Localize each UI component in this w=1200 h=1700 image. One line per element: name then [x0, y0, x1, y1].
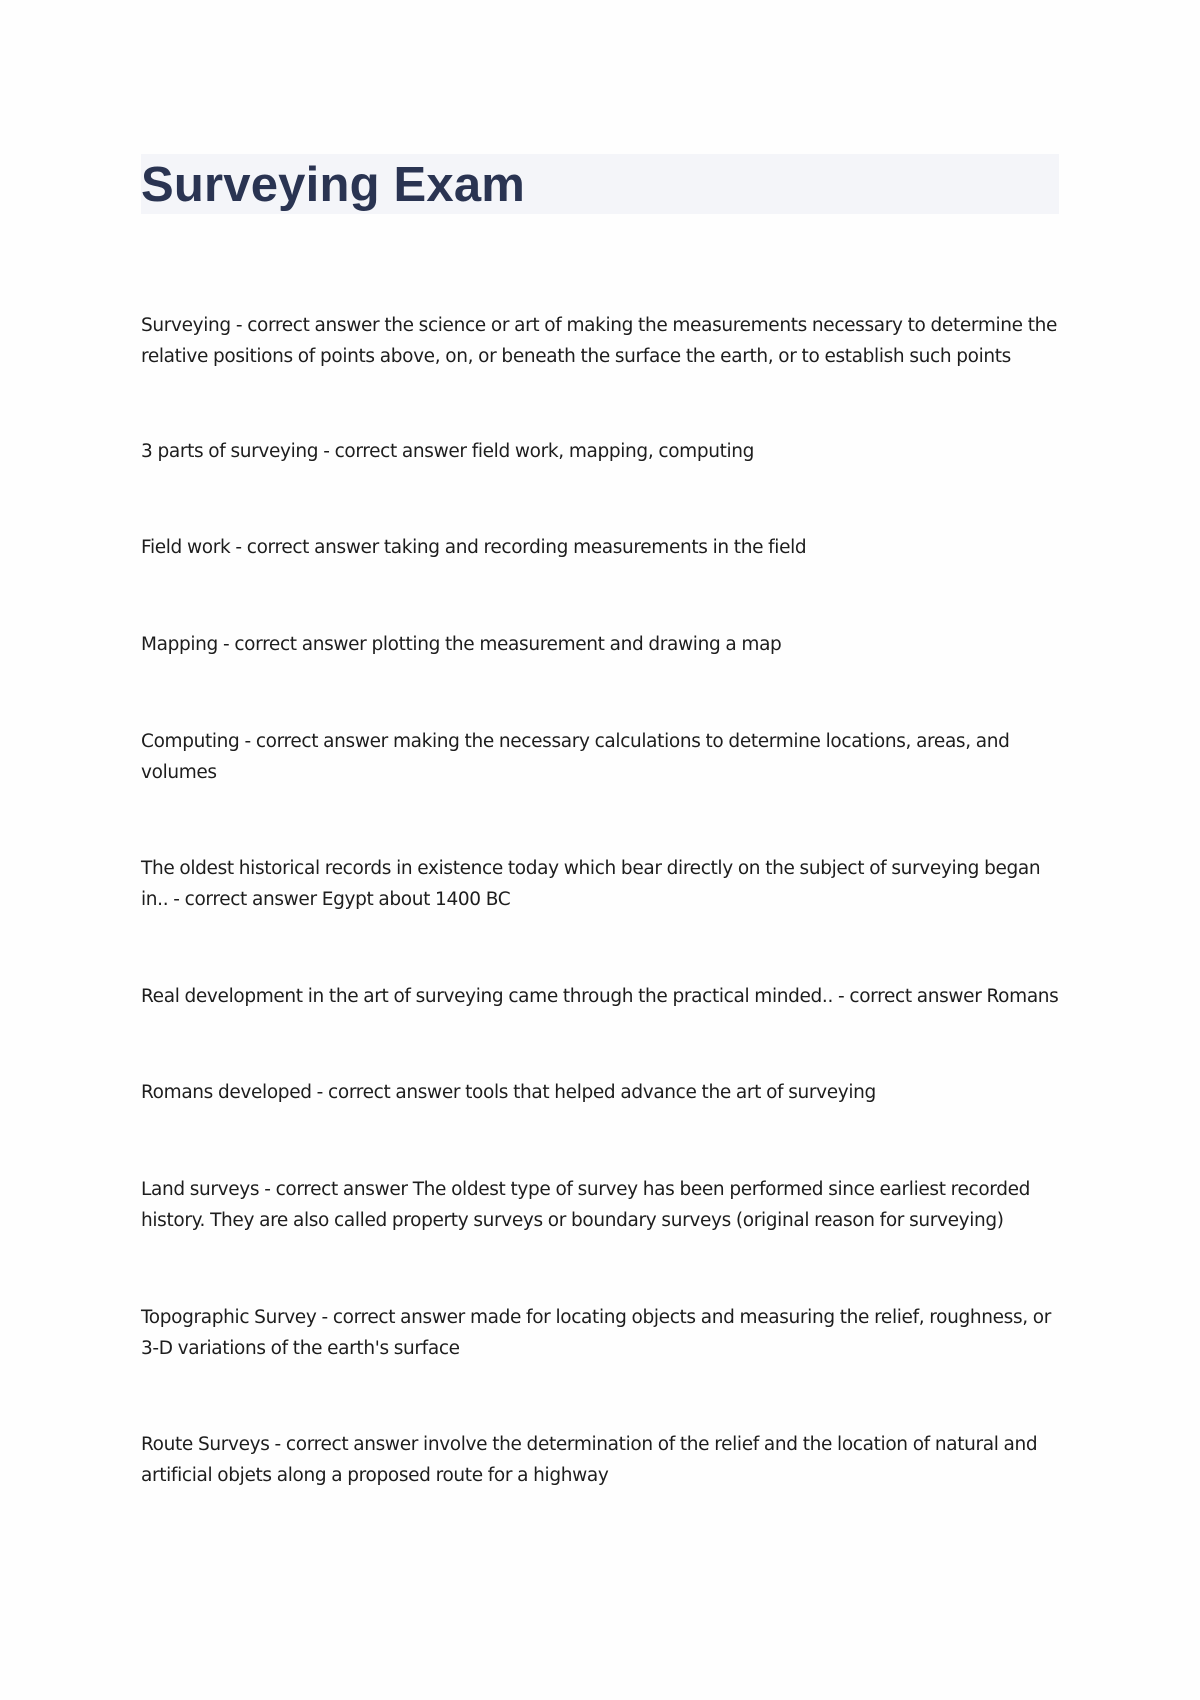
answer-marker: correct answer: [255, 731, 388, 752]
qa-entry: Mapping - correct answer plotting the measurement and drawing a map: [141, 634, 782, 655]
qa-entry: Real development in the art of surveying came through the practical minded.. - correct answer Romans: [141, 986, 1059, 1007]
entry-answer: The oldest type of survey has been performed since earliest recorded history. They are also called property surveys or boundary surveys (original reason for surveying): [141, 1179, 1031, 1231]
qa-entry: Route Surveys - correct answer involve the determination of the relief and the location of natural and artificial objets along a proposed route for a highway: [141, 1434, 1038, 1486]
entry-term: Surveying: [141, 315, 231, 336]
answer-marker: correct answer: [334, 441, 467, 462]
entry-answer: made for locating objects and measuring the relief, roughness, or 3-D variations of the earth's surface: [141, 1307, 1052, 1359]
answer-marker: correct answer: [275, 1179, 408, 1200]
answer-marker: correct answer: [246, 537, 379, 558]
qa-entry: Computing - correct answer making the necessary calculations to determine locations, areas, and volumes: [141, 731, 1010, 783]
entry-term: Route Surveys: [141, 1434, 270, 1455]
answer-marker: correct answer: [328, 1082, 461, 1103]
entry-answer: Egypt about 1400 BC: [321, 889, 511, 910]
entry-answer: tools that helped advance the art of surveying: [465, 1082, 876, 1103]
entry-term: Computing: [141, 731, 240, 752]
answer-marker: correct answer: [332, 1307, 465, 1328]
qa-entry: 3 parts of surveying - correct answer field work, mapping, computing: [141, 441, 755, 462]
entry-term: Topographic Survey: [141, 1307, 317, 1328]
page-title: Surveying Exam: [141, 158, 526, 212]
answer-marker: correct answer: [184, 889, 317, 910]
qa-entry: Romans developed - correct answer tools that helped advance the art of surveying: [141, 1082, 876, 1103]
entry-term: The oldest historical records in existence today which bear directly on the subject of surveying began in..: [141, 858, 1041, 910]
entry-answer: plotting the measurement and drawing a map: [371, 634, 782, 655]
qa-entry: Topographic Survey - correct answer made for locating objects and measuring the relief, roughness, or 3-D variations of the earth's surface: [141, 1307, 1052, 1359]
answer-marker: correct answer: [234, 634, 367, 655]
qa-entry: The oldest historical records in existence today which bear directly on the subject of surveying began in.. - correct answer Egypt about 1400 BC: [141, 858, 1041, 910]
answer-marker: correct answer: [849, 986, 982, 1007]
answer-marker: correct answer: [247, 315, 380, 336]
entry-answer: making the necessary calculations to determine locations, areas, and volumes: [141, 731, 1010, 783]
entry-term: Land surveys: [141, 1179, 260, 1200]
entry-answer: field work, mapping, computing: [471, 441, 755, 462]
entry-term: Romans developed: [141, 1082, 312, 1103]
answer-marker: correct answer: [285, 1434, 418, 1455]
qa-entry: Land surveys - correct answer The oldest type of survey has been performed since earliest recorded history. They are also called property surveys or boundary surveys (original reason for surveying): [141, 1179, 1031, 1231]
entry-answer: involve the determination of the relief and the location of natural and artificial objets along a proposed route for a highway: [141, 1434, 1038, 1486]
qa-entry: Surveying - correct answer the science or art of making the measurements necessary to determine the relative positions of points above, on, or beneath the surface the earth, or to establish such points: [141, 315, 1058, 367]
entry-answer: Romans: [986, 986, 1059, 1007]
entry-answer: taking and recording measurements in the field: [383, 537, 807, 558]
entry-term: Field work: [141, 537, 231, 558]
entry-term: 3 parts of surveying: [141, 441, 319, 462]
entry-term: Real development in the art of surveying came through the practical minded..: [141, 986, 833, 1007]
entry-answer: the science or art of making the measurements necessary to determine the relative positions of points above, on, or beneath the surface the earth, or to establish such points: [141, 315, 1058, 367]
entry-term: Mapping: [141, 634, 218, 655]
qa-entry: Field work - correct answer taking and recording measurements in the field: [141, 537, 807, 558]
